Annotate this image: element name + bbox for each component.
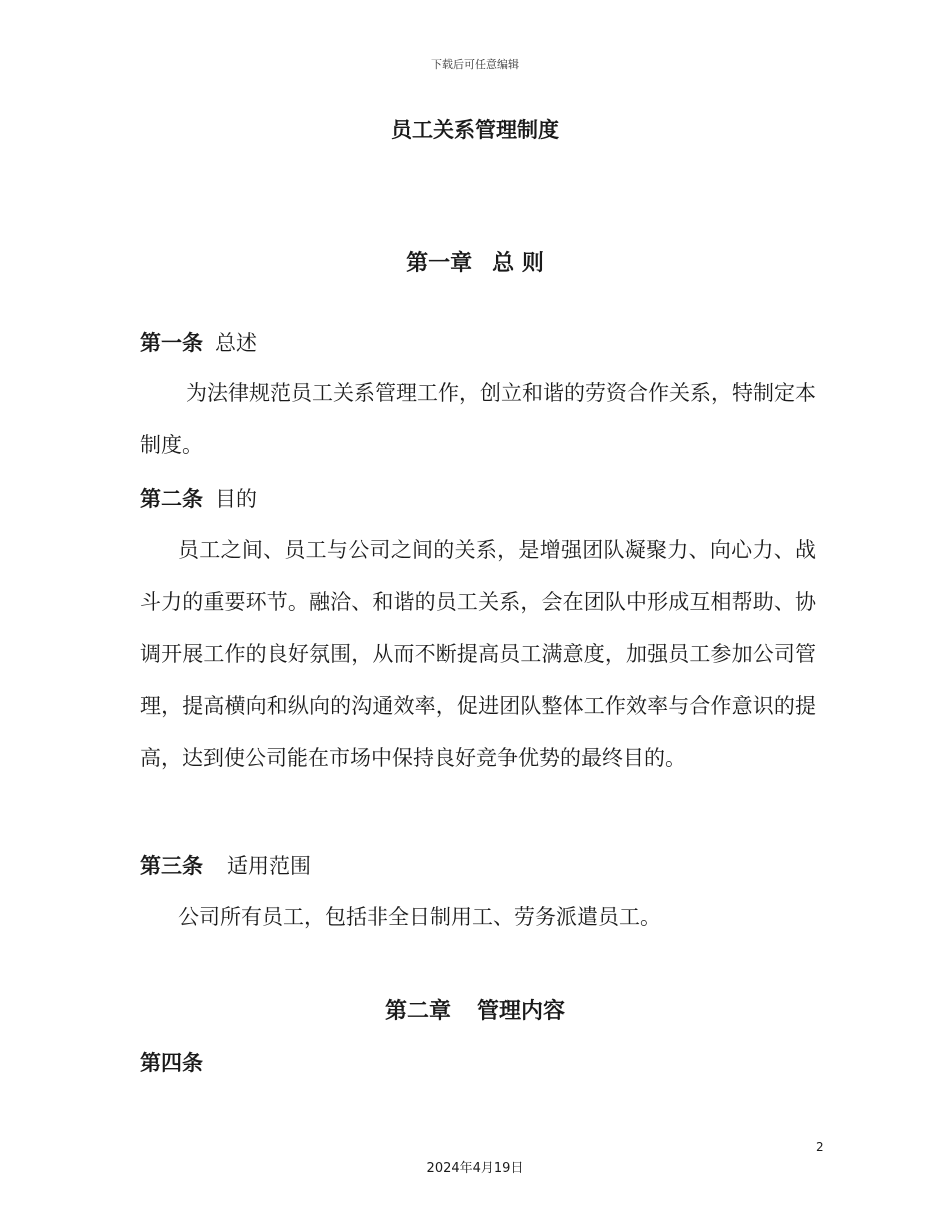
chapter-1-number: 第一章	[406, 251, 473, 276]
chapter-1-title: 总 则	[492, 251, 544, 276]
article-2-number: 第二条	[140, 487, 203, 511]
article-2-title: 目的	[215, 487, 257, 511]
header-note: 下载后可任意编辑	[431, 58, 519, 71]
article-1-body: 为法律规范员工关系管理工作，创立和谐的劳资合作关系，特制定本制度。	[140, 381, 816, 457]
chapter-2-title: 管理内容	[477, 999, 566, 1024]
footer-date: 2024年4月19日	[426, 1161, 524, 1176]
article-1-title: 总述	[215, 331, 257, 355]
document-title: 员工关系管理制度	[391, 118, 559, 142]
article-1-number: 第一条	[140, 331, 203, 355]
article-3-title: 适用范围	[227, 854, 311, 878]
article-2-body: 员工之间、员工与公司之间的关系，是增强团队凝聚力、向心力、战斗力的重要环节。融洽、和谐的员工关系，会在团队中形成互相帮助、协调开展工作的良好氛围，从而不断提高员工满意度，加强员工参加公司管理，提高横向和纵向的沟通效率，促进团队整体工作效率与合作意识的提高，达到使公司能在市场中保持良好竞争优势的最终目的。	[140, 538, 816, 770]
article-4-heading	[140, 1047, 203, 1077]
article-3-body: 公司所有员工，包括非全日制用工、劳务派遣员工。	[178, 905, 661, 929]
chapter-2-heading	[0, 994, 950, 1025]
chapter-2-number: 第二章	[384, 999, 451, 1024]
chapter-1-heading	[0, 246, 950, 277]
article-4-number: 第四条	[140, 1051, 203, 1075]
page-number: 2	[816, 1140, 824, 1154]
article-3-heading	[140, 850, 311, 880]
article-2-heading	[140, 483, 257, 513]
article-1-heading	[140, 327, 257, 357]
article-3-number: 第三条	[140, 854, 203, 878]
